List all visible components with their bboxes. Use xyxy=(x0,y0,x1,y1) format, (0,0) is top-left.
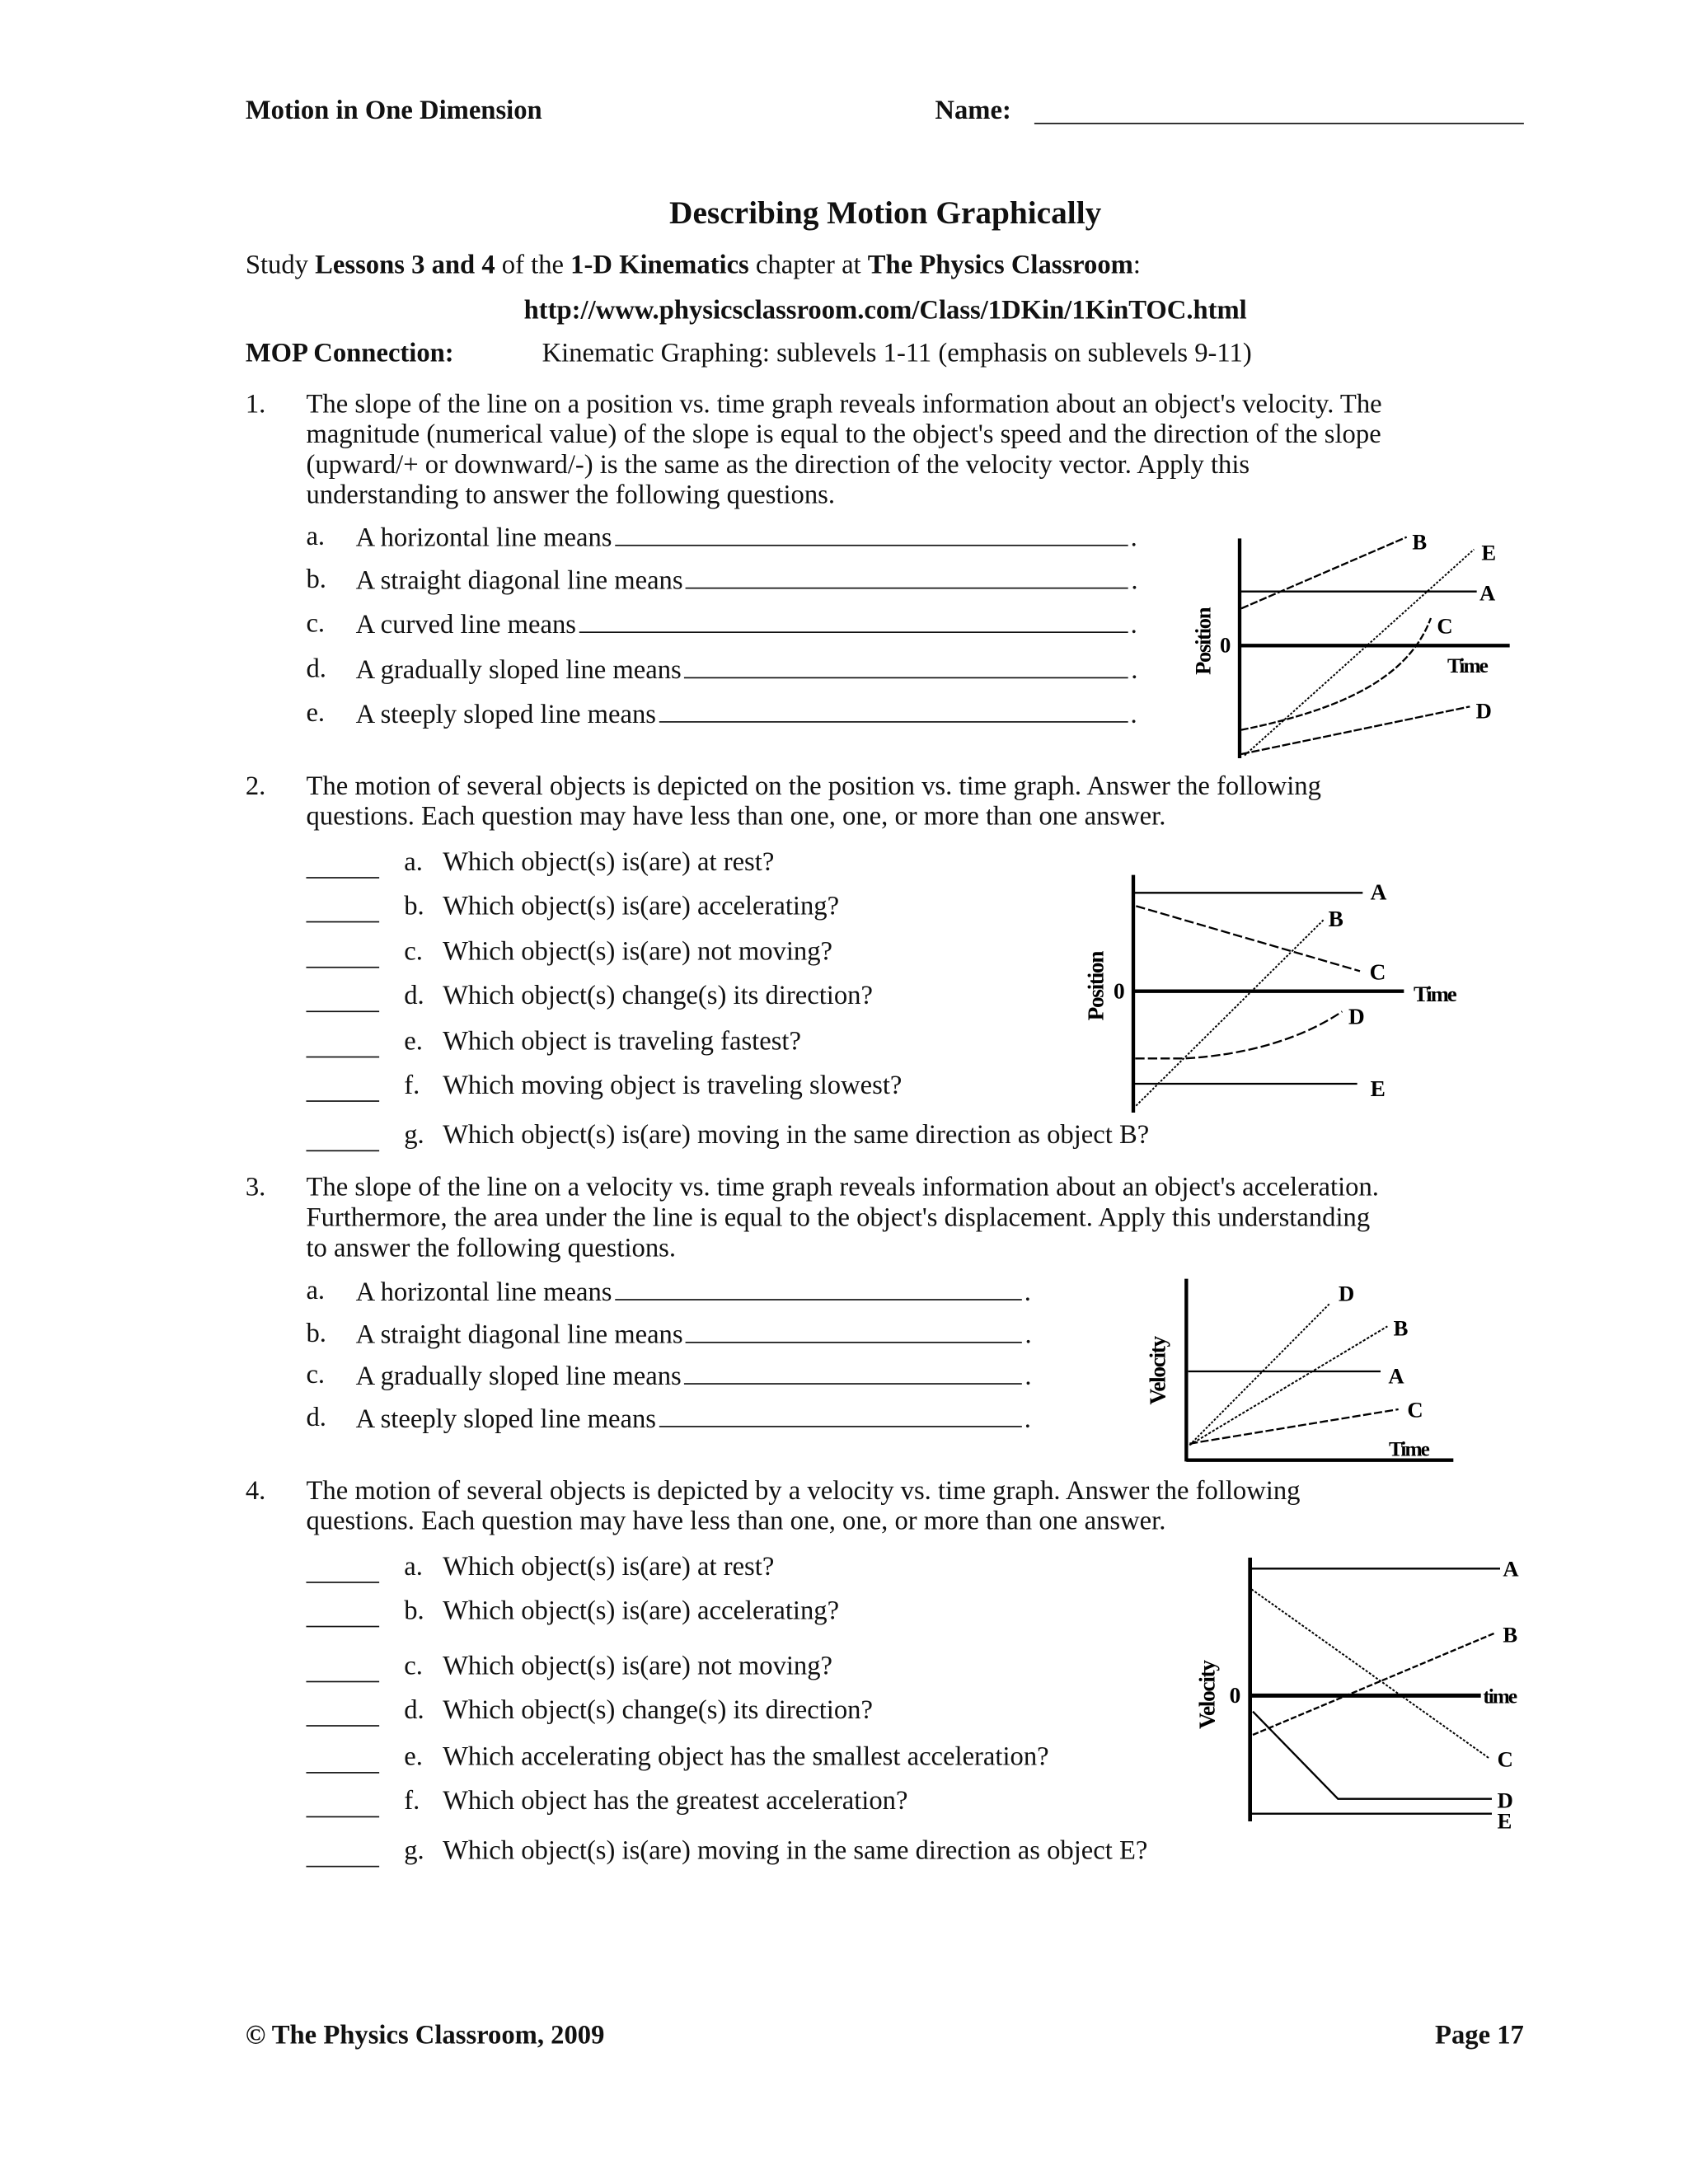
answer-blank[interactable] xyxy=(684,1361,1022,1384)
item-letter: d. xyxy=(404,1696,424,1726)
label-d: D xyxy=(1497,1788,1513,1813)
item-letter: c. xyxy=(404,937,423,967)
answer-line[interactable] xyxy=(306,942,379,968)
question-number: 1. xyxy=(245,390,266,419)
question-number: 4. xyxy=(245,1476,266,1507)
site-text: The Physics Classroom xyxy=(867,251,1133,280)
question-text-line: The motion of several objects is depicted by a velocity vs. time graph. Answer the following xyxy=(306,1476,1301,1507)
item-letter: a. xyxy=(306,1277,326,1306)
item-letter: c. xyxy=(306,609,326,639)
y-axis-label: Position xyxy=(1190,607,1216,675)
item-text: Which object(s) is(are) moving in the same direction as object E? xyxy=(443,1836,1148,1866)
period: . xyxy=(1131,656,1138,686)
label-e: E xyxy=(1497,1808,1512,1834)
x-axis-label: Time xyxy=(1447,654,1487,677)
item-letter: b. xyxy=(306,565,326,595)
item-letter: f. xyxy=(404,1071,420,1101)
item-text: Which object(s) change(s) its direction? xyxy=(443,1696,873,1726)
answer-line[interactable] xyxy=(306,1125,379,1151)
fill-in-item xyxy=(356,1361,1032,1392)
period: . xyxy=(1024,1278,1031,1308)
label-e: E xyxy=(1370,1076,1386,1101)
label-a: A xyxy=(1370,879,1387,905)
copyright: © The Physics Classroom, 2009 xyxy=(245,2021,605,2051)
item-text: Which object(s) is(are) not moving? xyxy=(443,1652,833,1681)
velocity-time-graph-1 xyxy=(1113,1253,1459,1475)
y-axis-label: Position xyxy=(1083,951,1109,1021)
item-text: Which moving object is traveling slowest? xyxy=(443,1071,903,1101)
fill-in-item xyxy=(356,699,1137,730)
item-text: Which object(s) is(are) moving in the same direction as object B? xyxy=(443,1121,1150,1151)
label-d: D xyxy=(1475,698,1492,724)
item-text: A curved line means xyxy=(355,611,576,640)
item-text: Which object(s) is(are) not moving? xyxy=(443,937,833,967)
item-letter: c. xyxy=(404,1652,423,1681)
fill-in-item xyxy=(356,1404,1031,1435)
line-c xyxy=(1241,618,1431,730)
period: . xyxy=(1024,1404,1031,1435)
answer-line[interactable] xyxy=(306,1791,379,1817)
answer-line[interactable] xyxy=(306,986,379,1012)
label-b: B xyxy=(1412,529,1428,555)
period: . xyxy=(1025,1362,1032,1392)
item-text: A gradually sloped line means xyxy=(355,656,682,686)
line-b xyxy=(1253,1633,1494,1735)
question-text-line: to answer the following questions. xyxy=(306,1234,677,1263)
answer-blank[interactable] xyxy=(579,610,1128,633)
item-letter: e. xyxy=(404,1027,423,1057)
item-text: A steeply sloped line means xyxy=(355,700,656,730)
page-title: Describing Motion Graphically xyxy=(669,195,1102,232)
x-axis-label: Time xyxy=(1389,1437,1428,1461)
label-a: A xyxy=(1388,1363,1404,1389)
answer-blank[interactable] xyxy=(615,1277,1022,1300)
item-letter: e. xyxy=(404,1742,423,1773)
zero-label: 0 xyxy=(1114,978,1125,1004)
question-text-line: The slope of the line on a position vs. time graph reveals information about an object's velocity. The xyxy=(306,390,1382,419)
answer-line[interactable] xyxy=(306,1657,379,1683)
line-d xyxy=(1135,1011,1342,1058)
study-text: : xyxy=(1132,251,1141,280)
period: . xyxy=(1130,523,1137,553)
page-number: Page 17 xyxy=(1435,2021,1524,2051)
item-letter: g. xyxy=(404,1836,424,1866)
x-axis-label: time xyxy=(1483,1685,1517,1708)
item-letter: f. xyxy=(404,1787,420,1816)
answer-blank[interactable] xyxy=(659,699,1128,722)
answer-line[interactable] xyxy=(306,1601,379,1628)
period: . xyxy=(1130,611,1137,640)
question-text-line: understanding to answer the following questions. xyxy=(306,480,836,511)
line-d xyxy=(1253,1712,1492,1799)
x-axis-label: Time xyxy=(1414,982,1456,1006)
label-c: C xyxy=(1369,959,1386,985)
item-letter: a. xyxy=(404,848,423,878)
fill-in-item xyxy=(356,523,1137,554)
label-c: C xyxy=(1407,1397,1423,1422)
label-c: C xyxy=(1437,613,1453,639)
item-letter: d. xyxy=(306,1404,326,1433)
label-e: E xyxy=(1481,540,1497,565)
item-text: A gradually sloped line means xyxy=(355,1362,682,1392)
answer-blank[interactable] xyxy=(684,655,1128,678)
line-b xyxy=(1241,537,1407,609)
item-text: Which object(s) is(are) accelerating? xyxy=(443,892,840,921)
question-text-line: The slope of the line on a velocity vs. time graph reveals information about an object's acceleration. xyxy=(306,1173,1379,1203)
y-axis-label: Velocity xyxy=(1194,1661,1220,1729)
mop-text: Kinematic Graphing: sublevels 1-11 (emphasis on sublevels 9-11) xyxy=(542,339,1252,368)
item-text: A straight diagonal line means xyxy=(355,566,683,596)
item-letter: c. xyxy=(306,1361,326,1390)
position-time-graph-2 xyxy=(1055,849,1484,1113)
item-letter: b. xyxy=(306,1319,326,1349)
study-text: Study xyxy=(245,251,316,280)
answer-line[interactable] xyxy=(306,852,379,879)
item-letter: b. xyxy=(404,892,424,921)
label-b: B xyxy=(1328,907,1343,931)
fill-in-item xyxy=(356,655,1138,687)
label-b: B xyxy=(1503,1622,1518,1647)
item-text: Which object(s) change(s) its direction? xyxy=(443,982,873,1011)
answer-blank[interactable] xyxy=(659,1404,1021,1427)
question-text-line: questions. Each question may have less than one, one, or more than one answer. xyxy=(306,1507,1166,1536)
item-letter: a. xyxy=(404,1553,423,1582)
url-link[interactable]: http://www.physicsclassroom.com/Class/1DKin/1KinTOC.html xyxy=(523,296,1247,326)
item-letter: b. xyxy=(404,1596,424,1626)
question-text-line: (upward/+ or downward/-) is the same as the direction of the velocity vector. Apply this xyxy=(306,451,1250,480)
question-number: 2. xyxy=(245,771,266,802)
answer-line[interactable] xyxy=(306,897,379,923)
line-c xyxy=(1251,1589,1489,1758)
item-letter: a. xyxy=(306,523,326,552)
fill-in-item xyxy=(356,1319,1032,1351)
line-e xyxy=(1245,550,1474,756)
answer-line[interactable] xyxy=(306,1076,379,1102)
item-text: Which object(s) is(are) at rest? xyxy=(443,1553,775,1582)
name-field[interactable] xyxy=(1034,123,1524,124)
label-d: D xyxy=(1348,1004,1365,1029)
fill-in-item xyxy=(356,1277,1031,1308)
period: . xyxy=(1131,566,1138,596)
item-text: Which accelerating object has the smallest acceleration? xyxy=(443,1742,1049,1773)
answer-blank[interactable] xyxy=(615,523,1128,546)
line-b xyxy=(1136,920,1324,1106)
item-text: A horizontal line means xyxy=(355,523,612,553)
answer-blank[interactable] xyxy=(686,1319,1022,1343)
question-text-line: The motion of several objects is depicted on the position vs. time graph. Answer the following xyxy=(306,771,1321,802)
label-c: C xyxy=(1497,1746,1513,1772)
lessons-text: Lessons 3 and 4 xyxy=(315,251,495,280)
item-text: A straight diagonal line means xyxy=(355,1320,683,1351)
answer-line[interactable] xyxy=(306,1841,379,1868)
study-text: of the xyxy=(495,251,571,280)
item-text: Which object(s) is(are) accelerating? xyxy=(443,1596,840,1626)
answer-line[interactable] xyxy=(306,1700,379,1727)
question-text-line: questions. Each question may have less than one, one, or more than one answer. xyxy=(306,802,1166,832)
chapter-text: 1-D Kinematics xyxy=(570,251,749,280)
velocity-time-graph-2 xyxy=(1170,1533,1533,1838)
study-text: chapter at xyxy=(748,251,868,280)
answer-blank[interactable] xyxy=(686,565,1128,588)
item-text: Which object(s) is(are) at rest? xyxy=(443,848,775,878)
period: . xyxy=(1130,700,1137,730)
label-b: B xyxy=(1393,1315,1409,1341)
question-text-line: Furthermore, the area under the line is equal to the object's displacement. Apply this understanding xyxy=(306,1203,1371,1233)
fill-in-item xyxy=(356,565,1138,597)
name-label: Name: xyxy=(935,96,1011,126)
item-text: A steeply sloped line means xyxy=(355,1404,656,1435)
label-a: A xyxy=(1503,1556,1519,1582)
zero-label: 0 xyxy=(1220,632,1231,658)
position-time-graph-1 xyxy=(1154,511,1533,758)
label-a: A xyxy=(1479,580,1496,606)
item-letter: g. xyxy=(404,1121,424,1151)
item-letter: d. xyxy=(404,982,424,1011)
item-letter: e. xyxy=(306,699,326,729)
item-letter: d. xyxy=(306,654,326,684)
fill-in-item xyxy=(356,610,1137,641)
question-text-line: magnitude (numerical value) of the slope is equal to the object's speed and the direction of the slope xyxy=(306,420,1381,450)
y-axis-label: Velocity xyxy=(1145,1337,1170,1405)
line-d xyxy=(1241,706,1470,754)
item-text: Which object has the greatest acceleration? xyxy=(443,1787,908,1816)
answer-line[interactable] xyxy=(306,1032,379,1058)
line-c xyxy=(1136,906,1360,971)
study-line xyxy=(246,251,1141,282)
mop-label: MOP Connection: xyxy=(245,339,454,368)
item-text: Which object is traveling fastest? xyxy=(443,1027,801,1057)
answer-line[interactable] xyxy=(306,1557,379,1583)
label-d: D xyxy=(1339,1281,1355,1306)
question-number: 3. xyxy=(245,1173,266,1203)
answer-line[interactable] xyxy=(306,1747,379,1774)
period: . xyxy=(1025,1320,1032,1351)
zero-label: 0 xyxy=(1229,1683,1241,1708)
item-text: A horizontal line means xyxy=(355,1278,612,1308)
unit-title: Motion in One Dimension xyxy=(245,96,542,126)
